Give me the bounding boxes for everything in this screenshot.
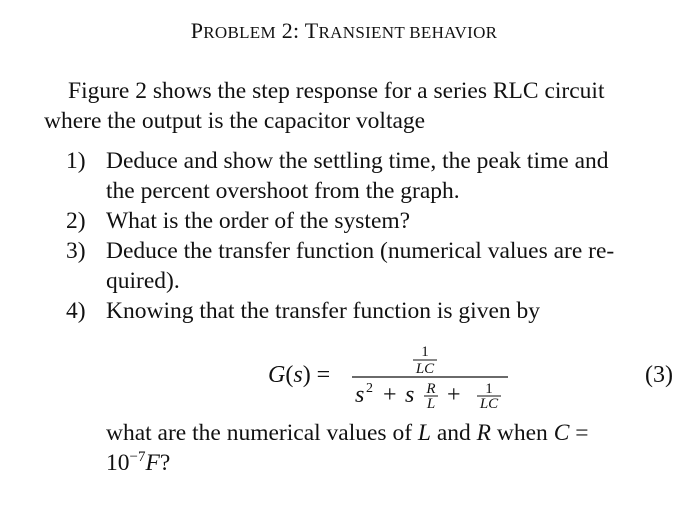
transfer-function-equation — [0, 340, 688, 412]
equation-numerator-one: 1 — [421, 344, 429, 360]
question-list — [62, 146, 676, 326]
equation-denominator-s2: s — [355, 382, 365, 408]
question-item-3 — [62, 236, 676, 296]
intro-line-2: where the output is the capacitor voltage — [44, 108, 426, 134]
equation-lhs: G(s) = — [268, 362, 331, 388]
question-number: 3) — [66, 238, 86, 264]
question-item-2 — [62, 206, 676, 236]
equation-numerator-lc: LC — [415, 361, 435, 377]
intro-paragraph — [44, 76, 674, 136]
question-number: 1) — [66, 148, 86, 174]
question-number: 4) — [66, 298, 86, 324]
equation-denominator-exponent: 2 — [366, 381, 373, 396]
equation-plus-1: + — [383, 382, 397, 408]
equation-svg — [0, 340, 688, 412]
question-item-4 — [62, 296, 676, 326]
equation-r: R — [426, 381, 436, 397]
question-number: 2) — [66, 208, 86, 234]
question-text: What is the order of the system? — [106, 208, 411, 234]
equation-lc: LC — [479, 396, 499, 412]
question-text: Deduce and show the settling time, the peak time and — [106, 148, 609, 174]
problem-title — [0, 18, 688, 44]
question-text: Knowing that the transfer function is given by — [106, 298, 541, 324]
followup-paragraph — [106, 418, 674, 478]
equation-plus-2: + — [447, 382, 461, 408]
followup-line-1: what are the numerical values of L and R when C = — [106, 420, 589, 446]
problem-title-render: PROBLEM 2: TRANSIENT BEHAVIOR — [190, 18, 498, 43]
equation-s: s — [405, 382, 415, 408]
equation-one: 1 — [485, 381, 493, 397]
question-text: Deduce the transfer function (numerical values are re- — [106, 238, 615, 264]
question-item-1 — [62, 146, 676, 206]
question-text: quired). — [106, 268, 180, 294]
followup-line-2: $10^{-7}F$? — [106, 449, 171, 476]
intro-line-1: Figure 2 shows the step response for a series RLC circuit — [68, 78, 605, 104]
question-text: the percent overshoot from the graph. — [106, 178, 460, 204]
equation-l: L — [426, 396, 436, 412]
equation-number: (3) — [645, 362, 673, 388]
